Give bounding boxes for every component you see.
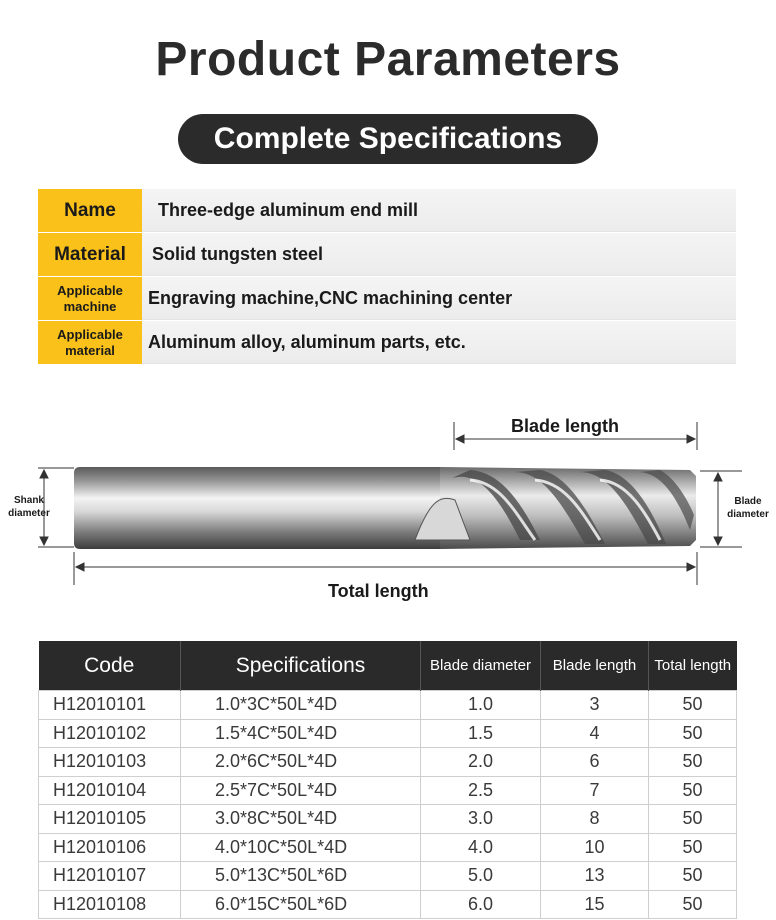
table-row: [39, 776, 737, 805]
spec-value: Engraving machine,CNC machining center: [142, 277, 736, 320]
spec-label: Applicable material: [38, 321, 142, 364]
table-row: [39, 862, 737, 891]
cell-blade-length: 15: [541, 890, 649, 919]
spec-label: Material: [38, 233, 142, 276]
end-mill-dimension-diagram: [0, 400, 776, 610]
cell-code: H12010103: [39, 748, 181, 777]
table-row: [39, 748, 737, 777]
cell-specifications: 1.5*4C*50L*4D: [181, 719, 421, 748]
shank-diameter-label: Shank diameter: [8, 495, 50, 519]
section-subtitle-badge: Complete Specifications: [178, 114, 598, 164]
cell-specifications: 4.0*10C*50L*4D: [181, 833, 421, 862]
spec-list: [38, 189, 736, 365]
end-mill-shank: [74, 467, 452, 549]
cell-specifications: 6.0*15C*50L*6D: [181, 890, 421, 919]
cell-specifications: 3.0*8C*50L*4D: [181, 805, 421, 834]
cell-code: H12010102: [39, 719, 181, 748]
blade-length-label: Blade length: [511, 416, 620, 436]
spec-value: Solid tungsten steel: [142, 233, 736, 276]
cell-specifications: 2.5*7C*50L*4D: [181, 776, 421, 805]
page-title: Product Parameters: [155, 33, 621, 86]
cell-blade-length: 7: [541, 776, 649, 805]
table-row: [39, 833, 737, 862]
cell-blade-length: 6: [541, 748, 649, 777]
column-header-total-length: Total length: [649, 641, 737, 691]
spec-row-name: [38, 189, 736, 232]
cell-code: H12010101: [39, 691, 181, 720]
cell-blade-diameter: 6.0: [421, 890, 541, 919]
cell-total-length: 50: [649, 776, 737, 805]
cell-total-length: 50: [649, 862, 737, 891]
cell-blade-length: 3: [541, 691, 649, 720]
cell-code: H12010105: [39, 805, 181, 834]
table-row: [39, 691, 737, 720]
cell-blade-length: 13: [541, 862, 649, 891]
cell-total-length: 50: [649, 691, 737, 720]
column-header-specifications: Specifications: [181, 641, 421, 691]
end-mill-flutes: [415, 467, 696, 549]
cell-specifications: 2.0*6C*50L*4D: [181, 748, 421, 777]
cell-specifications: 1.0*3C*50L*4D: [181, 691, 421, 720]
cell-total-length: 50: [649, 748, 737, 777]
cell-blade-diameter: 3.0: [421, 805, 541, 834]
cell-code: H12010104: [39, 776, 181, 805]
total-length-label: Total length: [328, 581, 429, 601]
cell-specifications: 5.0*13C*50L*6D: [181, 862, 421, 891]
cell-blade-diameter: 2.5: [421, 776, 541, 805]
blade-diameter-label: Blade diameter: [727, 496, 769, 520]
cell-code: H12010108: [39, 890, 181, 919]
table-row: [39, 890, 737, 919]
cell-total-length: 50: [649, 719, 737, 748]
cell-blade-diameter: 2.0: [421, 748, 541, 777]
cell-code: H12010106: [39, 833, 181, 862]
specifications-table: [38, 641, 737, 919]
table-header-row: [39, 641, 737, 691]
cell-blade-diameter: 5.0: [421, 862, 541, 891]
column-header-code: Code: [39, 641, 181, 691]
column-header-blade-length: Blade length: [541, 641, 649, 691]
cell-blade-length: 10: [541, 833, 649, 862]
spec-row-applicable-machine: [38, 277, 736, 320]
cell-blade-diameter: 1.5: [421, 719, 541, 748]
cell-code: H12010107: [39, 862, 181, 891]
cell-blade-diameter: 1.0: [421, 691, 541, 720]
cell-total-length: 50: [649, 833, 737, 862]
spec-row-applicable-material: [38, 321, 736, 364]
spec-value: Three-edge aluminum end mill: [142, 189, 736, 232]
spec-label: Name: [38, 189, 142, 232]
cell-blade-length: 8: [541, 805, 649, 834]
spec-label: Applicable machine: [38, 277, 142, 320]
cell-blade-diameter: 4.0: [421, 833, 541, 862]
cell-total-length: 50: [649, 890, 737, 919]
table-row: [39, 805, 737, 834]
spec-row-material: [38, 233, 736, 276]
end-mill-illustration: [0, 400, 776, 610]
spec-value: Aluminum alloy, aluminum parts, etc.: [142, 321, 736, 364]
table-row: [39, 719, 737, 748]
cell-blade-length: 4: [541, 719, 649, 748]
cell-total-length: 50: [649, 805, 737, 834]
column-header-blade-diameter: Blade diameter: [421, 641, 541, 691]
